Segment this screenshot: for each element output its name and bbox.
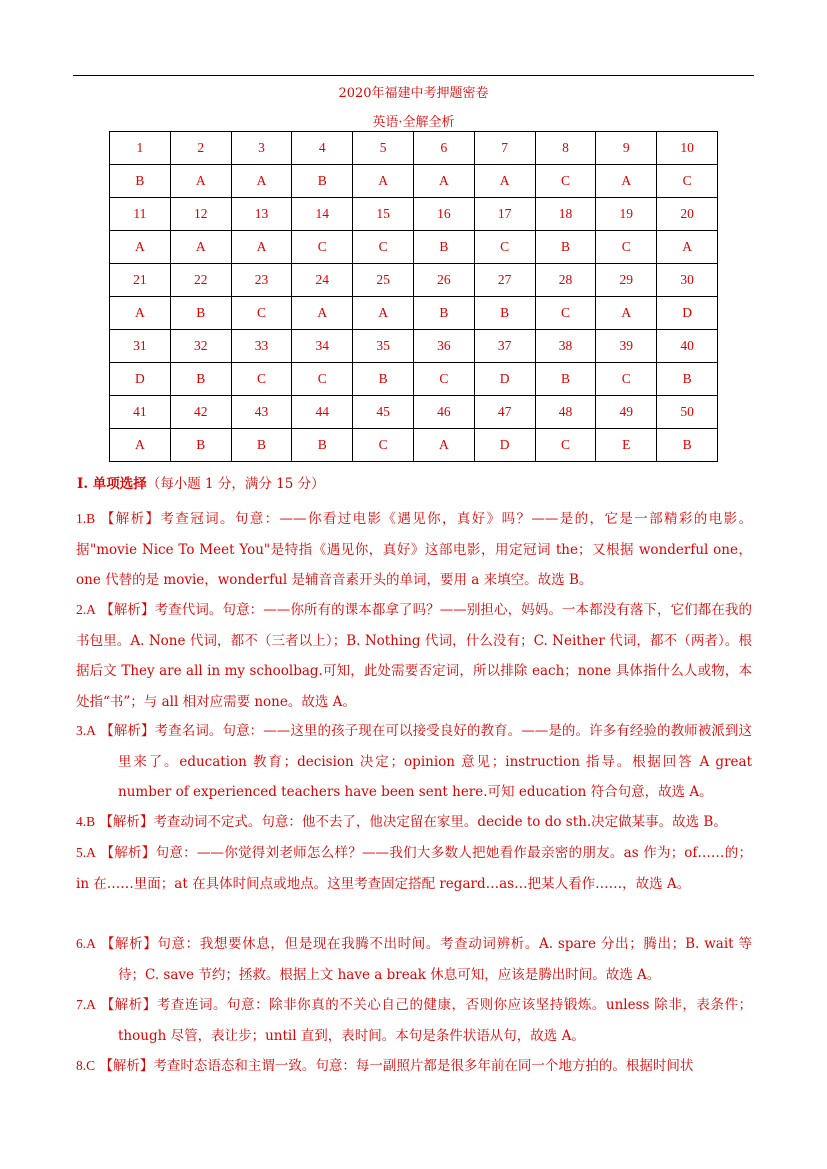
answer-row bbox=[110, 297, 718, 330]
answer-cell: E bbox=[596, 429, 657, 462]
header-rule bbox=[73, 75, 754, 76]
explanation-text: 【解析】考查代词。句意：——你所有的课本都拿了吗？——别担心，妈妈。一本都没有落下，它们都在我的书包里。A. None 代词，都不（三者以上）；B. Nothing 代词，什么没有；C. Neither 代词，都不（两者）。根据后文 They are all in my schoolbag.可知，此处需要否定词，所以排除 each；none 具体指什么人或物，本处指“书”；与 all 相对应需要 none。故选 A。 bbox=[76, 602, 752, 710]
answer-cell: A bbox=[596, 297, 657, 330]
question-number-cell: 35 bbox=[353, 330, 414, 363]
explanation-id: 4.B bbox=[76, 814, 96, 829]
answer-cell: B bbox=[657, 363, 718, 396]
answer-cell: B bbox=[170, 363, 231, 396]
answer-cell: A bbox=[657, 231, 718, 264]
explanation-7 bbox=[76, 990, 752, 1051]
answer-cell: C bbox=[535, 165, 596, 198]
explanation-8 bbox=[76, 1051, 752, 1082]
answer-cell: A bbox=[353, 165, 414, 198]
page-title: 2020年福建中考押题密卷 bbox=[338, 86, 489, 101]
question-number-cell: 47 bbox=[474, 396, 535, 429]
explanation-text: 【解析】句意：——你觉得刘老师怎么样？——我们大多数人把她看作最亲密的朋友。as 作为；of……的；in 在……里面；at 在具体时间点或地点。这里考查固定搭配 regard…as…把某人看作……，故选 A。 bbox=[76, 845, 752, 892]
explanation-4 bbox=[76, 807, 752, 838]
explanation-id: 8.C bbox=[76, 1058, 96, 1073]
answer-row bbox=[110, 429, 718, 462]
section-label: I. 单项选择 bbox=[77, 476, 147, 492]
question-number-cell: 6 bbox=[413, 132, 474, 165]
question-number-cell: 41 bbox=[110, 396, 171, 429]
question-number-cell: 5 bbox=[353, 132, 414, 165]
question-number-cell: 26 bbox=[413, 264, 474, 297]
answer-cell: A bbox=[413, 429, 474, 462]
question-number-cell: 14 bbox=[292, 198, 353, 231]
question-number-row bbox=[110, 396, 718, 429]
question-number-cell: 20 bbox=[657, 198, 718, 231]
question-number-cell: 38 bbox=[535, 330, 596, 363]
explanation-id: 5.A bbox=[76, 845, 96, 860]
question-number-cell: 11 bbox=[110, 198, 171, 231]
question-number-cell: 27 bbox=[474, 264, 535, 297]
answer-cell: A bbox=[474, 165, 535, 198]
question-number-cell: 18 bbox=[535, 198, 596, 231]
question-number-cell: 28 bbox=[535, 264, 596, 297]
answer-cell: A bbox=[170, 165, 231, 198]
answer-cell: A bbox=[292, 297, 353, 330]
answer-cell: C bbox=[292, 231, 353, 264]
question-number-cell: 12 bbox=[170, 198, 231, 231]
question-number-cell: 4 bbox=[292, 132, 353, 165]
explanation-text: 【解析】考查连词。句意：除非你真的不关心自己的健康，否则你应该坚持锻炼。unless 除非，表条件；though 尽管，表让步；until 直到，表时间。本句是条件状语从句，故选 A。 bbox=[100, 997, 752, 1044]
question-number-cell: 19 bbox=[596, 198, 657, 231]
question-number-cell: 31 bbox=[110, 330, 171, 363]
answer-cell: B bbox=[170, 429, 231, 462]
answer-cell: B bbox=[657, 429, 718, 462]
question-number-cell: 16 bbox=[413, 198, 474, 231]
answer-cell: A bbox=[110, 231, 171, 264]
question-number-row bbox=[110, 132, 718, 165]
answer-cell: C bbox=[231, 297, 292, 330]
explanation-5 bbox=[76, 838, 752, 899]
question-number-cell: 29 bbox=[596, 264, 657, 297]
page-subtitle: 英语·全解全析 bbox=[372, 115, 455, 130]
answer-cell: C bbox=[535, 429, 596, 462]
question-number-cell: 42 bbox=[170, 396, 231, 429]
answer-cell: A bbox=[353, 297, 414, 330]
answer-cell: C bbox=[596, 363, 657, 396]
answer-cell: D bbox=[474, 363, 535, 396]
question-number-cell: 13 bbox=[231, 198, 292, 231]
question-number-cell: 9 bbox=[596, 132, 657, 165]
answer-cell: B bbox=[292, 429, 353, 462]
explanation-id: 1.B bbox=[76, 511, 96, 526]
answer-cell: C bbox=[413, 363, 474, 396]
question-number-cell: 40 bbox=[657, 330, 718, 363]
answer-cell: C bbox=[535, 297, 596, 330]
question-number-cell: 25 bbox=[353, 264, 414, 297]
answer-cell: A bbox=[231, 231, 292, 264]
section-heading bbox=[77, 472, 325, 492]
answer-cell: A bbox=[596, 165, 657, 198]
question-number-cell: 36 bbox=[413, 330, 474, 363]
question-number-cell: 17 bbox=[474, 198, 535, 231]
answer-cell: C bbox=[353, 429, 414, 462]
answer-cell: B bbox=[231, 429, 292, 462]
answer-cell: C bbox=[353, 231, 414, 264]
answer-cell: B bbox=[413, 297, 474, 330]
answer-cell: A bbox=[170, 231, 231, 264]
question-number-cell: 32 bbox=[170, 330, 231, 363]
question-number-cell: 43 bbox=[231, 396, 292, 429]
answer-cell: A bbox=[110, 429, 171, 462]
explanation-1 bbox=[76, 504, 752, 596]
question-number-cell: 7 bbox=[474, 132, 535, 165]
explanation-2 bbox=[76, 595, 752, 717]
explanation-id: 2.A bbox=[76, 602, 96, 617]
answer-cell: C bbox=[596, 231, 657, 264]
answer-cell: C bbox=[474, 231, 535, 264]
answer-cell: A bbox=[110, 297, 171, 330]
answer-cell: B bbox=[353, 363, 414, 396]
question-number-cell: 30 bbox=[657, 264, 718, 297]
question-number-cell: 23 bbox=[231, 264, 292, 297]
answer-cell: A bbox=[231, 165, 292, 198]
question-number-cell: 39 bbox=[596, 330, 657, 363]
explanation-6 bbox=[76, 929, 752, 990]
answer-table bbox=[109, 131, 718, 462]
explanation-id: 7.A bbox=[76, 997, 96, 1012]
question-number-cell: 46 bbox=[413, 396, 474, 429]
answer-cell: C bbox=[231, 363, 292, 396]
answer-cell: A bbox=[413, 165, 474, 198]
question-number-cell: 45 bbox=[353, 396, 414, 429]
explanation-id: 6.A bbox=[76, 936, 96, 951]
question-number-cell: 37 bbox=[474, 330, 535, 363]
question-number-cell: 34 bbox=[292, 330, 353, 363]
question-number-cell: 49 bbox=[596, 396, 657, 429]
question-number-cell: 21 bbox=[110, 264, 171, 297]
explanation-text: 【解析】考查名词。句意：——这里的孩子现在可以接受良好的教育。——是的。许多有经验的教师被派到这里来了。education 教育；decision 决定；opinion 意见；instruction 指导。根据回答 A great number of experienced teachers have been sent here.可知 education 符合句意，故选 A。 bbox=[100, 723, 752, 800]
explanation-id: 3.A bbox=[76, 723, 96, 738]
answer-cell: D bbox=[657, 297, 718, 330]
answer-cell: B bbox=[535, 363, 596, 396]
question-number-cell: 44 bbox=[292, 396, 353, 429]
question-number-cell: 8 bbox=[535, 132, 596, 165]
answer-cell: C bbox=[657, 165, 718, 198]
explanation-text: 【解析】句意：我想要休息，但是现在我腾不出时间。考查动词辨析。A. spare 分出；腾出；B. wait 等待；C. save 节约；拯救。根据上文 have a break 休息可知，应该是腾出时间。故选 A。 bbox=[100, 936, 753, 983]
question-number-cell: 2 bbox=[170, 132, 231, 165]
answer-cell: B bbox=[292, 165, 353, 198]
explanation-text: 【解析】考查冠词。句意：——你看过电影《遇见你，真好》吗？——是的，它是一部精彩的电影。据"movie Nice To Meet You"是特指《遇见你，真好》这部电影，用定冠词 the；又根据 wonderful one，one 代替的是 movie，wonderful 是辅音音素开头的单词，要用 a 来填空。故选 B。 bbox=[76, 511, 752, 588]
question-number-row bbox=[110, 330, 718, 363]
question-number-cell: 1 bbox=[110, 132, 171, 165]
answer-cell: D bbox=[110, 363, 171, 396]
question-number-cell: 48 bbox=[535, 396, 596, 429]
answer-cell: B bbox=[535, 231, 596, 264]
explanation-text: 【解析】考查动词不定式。句意：他不去了，他决定留在家里。decide to do sth.决定做某事。故选 B。 bbox=[99, 814, 727, 830]
answer-cell: D bbox=[474, 429, 535, 462]
question-number-cell: 50 bbox=[657, 396, 718, 429]
explanation-3 bbox=[76, 716, 752, 808]
question-number-row bbox=[110, 198, 718, 231]
answer-row bbox=[110, 231, 718, 264]
answer-cell: C bbox=[292, 363, 353, 396]
question-number-row bbox=[110, 264, 718, 297]
answer-cell: B bbox=[170, 297, 231, 330]
explanation-text: 【解析】考查时态语态和主谓一致。句意：每一副照片都是很多年前在同一个地方拍的。根据时间状 bbox=[99, 1058, 694, 1074]
question-number-cell: 3 bbox=[231, 132, 292, 165]
question-number-cell: 33 bbox=[231, 330, 292, 363]
answer-row bbox=[110, 363, 718, 396]
question-number-cell: 15 bbox=[353, 198, 414, 231]
question-number-cell: 24 bbox=[292, 264, 353, 297]
question-number-cell: 22 bbox=[170, 264, 231, 297]
answer-cell: B bbox=[110, 165, 171, 198]
answer-row bbox=[110, 165, 718, 198]
question-number-cell: 10 bbox=[657, 132, 718, 165]
answer-cell: B bbox=[413, 231, 474, 264]
answer-cell: B bbox=[474, 297, 535, 330]
section-note: （每小题 1 分，满分 15 分） bbox=[146, 476, 325, 492]
